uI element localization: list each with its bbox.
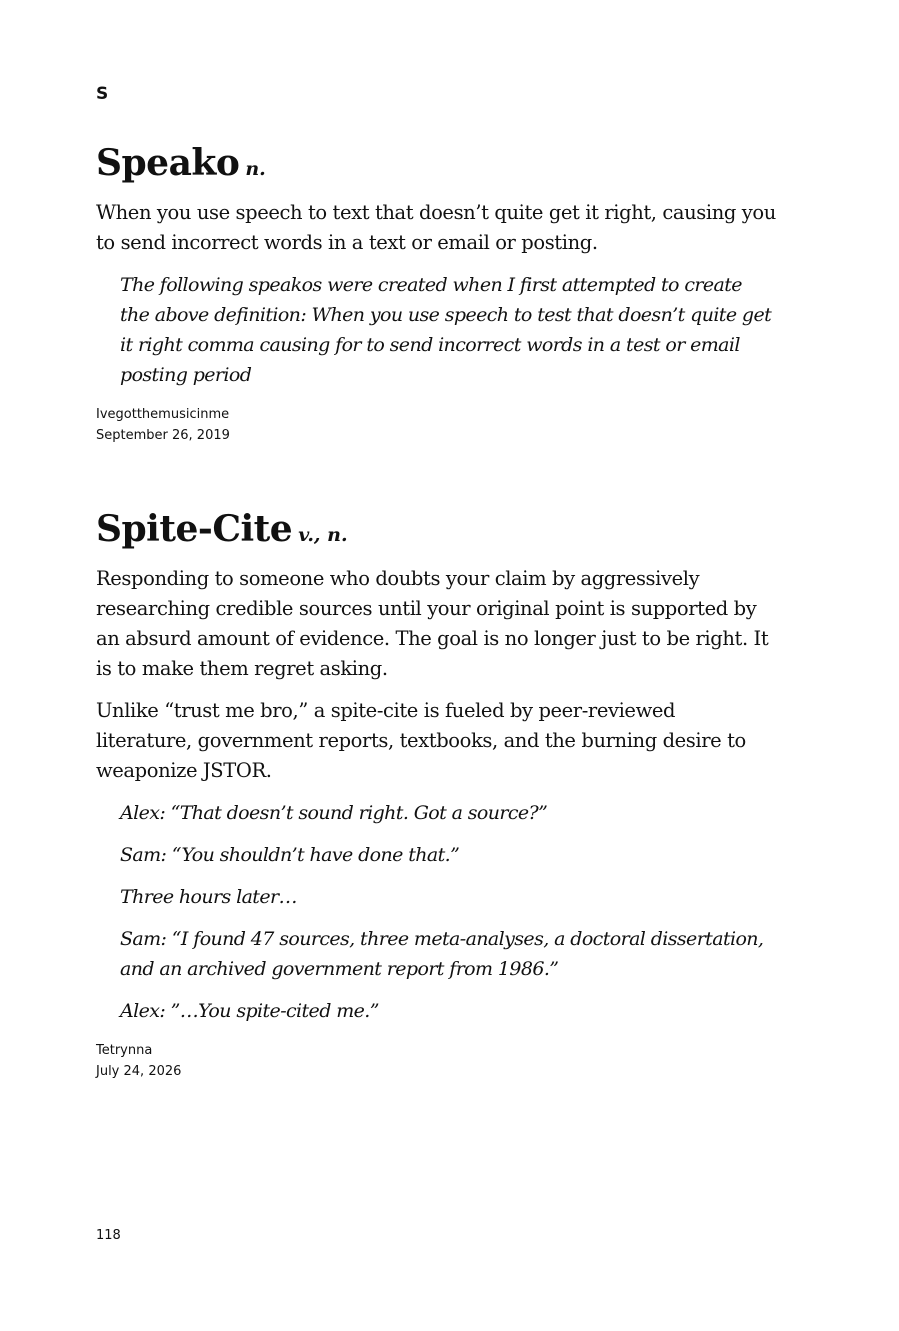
example-block <box>120 798 776 1026</box>
definition-paragraph: Responding to someone who doubts your claim by aggressively researching credible sources until your original point is supported by an absurd amount of evidence. The goal is no longer just to be right. It is to make them regret asking. <box>96 567 769 680</box>
entry-date: July 24, 2026 <box>96 1064 182 1079</box>
definition <box>96 198 776 258</box>
attribution <box>96 404 776 446</box>
dictionary-entry <box>96 140 776 446</box>
example-line: Alex: ”…You spite-cited me.” <box>120 1000 379 1022</box>
example-line: Alex: “That doesn’t sound right. Got a source?” <box>120 802 548 824</box>
part-of-speech: v., n. <box>298 524 348 546</box>
attribution <box>96 1040 776 1082</box>
headword: Speako <box>96 142 240 184</box>
section-letter: S <box>96 84 109 104</box>
headword: Spite-Cite <box>96 508 293 550</box>
headword-line <box>96 140 776 186</box>
definition-paragraph: Unlike “trust me bro,” a spite-cite is fueled by peer-reviewed literature, government reports, textbooks, and the burning desire to weaponize JSTOR. <box>96 699 746 782</box>
example-line: Sam: “You shouldn’t have done that.” <box>120 844 460 866</box>
example-line: Three hours later… <box>120 886 297 908</box>
example-block <box>120 270 776 390</box>
definition <box>96 564 776 786</box>
definition-paragraph: When you use speech to text that doesn’t quite get it right, causing you to send incorrect words in a text or email or posting. <box>96 201 776 254</box>
part-of-speech: n. <box>245 158 266 180</box>
entry-date: September 26, 2019 <box>96 428 230 443</box>
dictionary-entry <box>96 506 776 1082</box>
author-name: Tetrynna <box>96 1043 153 1058</box>
example-line: The following speakos were created when I first attempted to create the above definition: When you use speech to test that doesn’t quite get it right comma causing for to send incorrect words in a test or email posting period <box>120 274 772 386</box>
author-name: Ivegotthemusicinme <box>96 407 230 422</box>
page-number: 118 <box>96 1228 121 1243</box>
headword-line <box>96 506 776 552</box>
example-line: Sam: “I found 47 sources, three meta-analyses, a doctoral dissertation, and an archived government report from 1986.” <box>120 928 764 980</box>
